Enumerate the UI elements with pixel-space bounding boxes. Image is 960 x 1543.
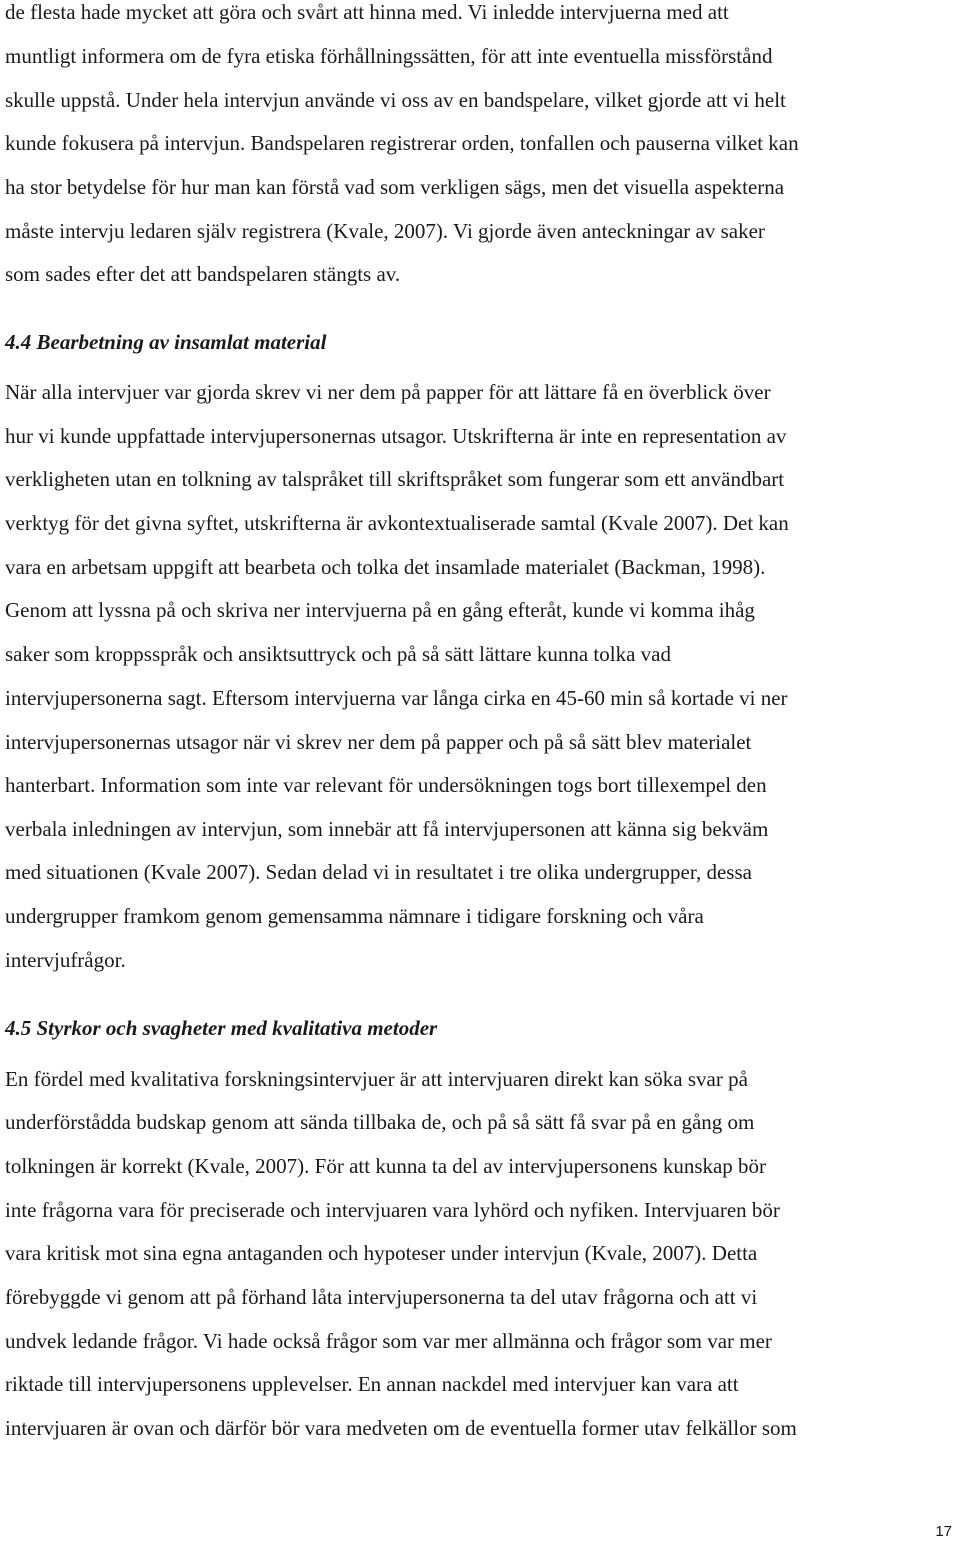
body-text-line: vara en arbetsam uppgift att bearbeta och tolka det insamlade materialet (Backman, 1998). (5, 555, 766, 579)
body-text-line: undvek ledande frågor. Vi hade också frågor som var mer allmänna och frågor som var mer (5, 1329, 772, 1353)
body-text-line: muntligt informera om de fyra etiska förhållningssätten, för att inte eventuella missförstånd (5, 44, 773, 68)
section-heading-4-4: 4.4 Bearbetning av insamlat material (5, 330, 327, 354)
body-text-line: verkligheten utan en tolkning av talspråket till skriftspråket som fungerar som ett användbart (5, 467, 785, 491)
body-text-line: riktade till intervjupersonens upplevelser. En annan nackdel med intervjuer kan vara att (5, 1372, 739, 1396)
body-text-line: tolkningen är korrekt (Kvale, 2007). För att kunna ta del av intervjupersonens kunskap bör (5, 1154, 767, 1178)
body-text-line: intervjuaren är ovan och därför bör vara medveten om de eventuella former utav felkällor som (5, 1416, 797, 1440)
body-text-line: En fördel med kvalitativa forskningsintervjuer är att intervjuaren direkt kan söka svar på (5, 1067, 748, 1091)
body-text-line: undergrupper framkom genom gemensamma nämnare i tidigare forskning och våra (5, 904, 704, 928)
section-heading-4-5: 4.5 Styrkor och svagheter med kvalitativa metoder (5, 1016, 438, 1040)
body-text-line: intervjufrågor. (5, 948, 126, 972)
body-text-line: de flesta hade mycket att göra och svårt att hinna med. Vi inledde intervjuerna med att (5, 0, 729, 24)
body-text-line: Genom att lyssna på och skriva ner intervjuerna på en gång efteråt, kunde vi komma ihåg (5, 598, 755, 622)
body-text-line: förebyggde vi genom att på förhand låta intervjupersonerna ta del utav frågorna och att vi (5, 1285, 758, 1309)
body-text-line: kunde fokusera på intervjun. Bandspelaren registrerar orden, tonfallen och pauserna vilket kan (5, 131, 799, 155)
body-text-line: underförstådda budskap genom att sända tillbaka de, och på så sätt få svar på en gång om (5, 1110, 755, 1134)
body-text-line: som sades efter det att bandspelaren stängts av. (5, 262, 401, 286)
body-text-line: intervjupersonernas utsagor när vi skrev ner dem på papper och på så sätt blev materialet (5, 730, 752, 754)
body-text-line: saker som kroppsspråk och ansiktsuttryck och på så sätt lättare kunna tolka vad (5, 642, 671, 666)
body-text-line: måste intervju ledaren själv registrera (Kvale, 2007). Vi gjorde även anteckningar av saker (5, 219, 765, 243)
body-text-line: skulle uppstå. Under hela intervjun använde vi oss av en bandspelare, vilket gjorde att vi helt (5, 88, 786, 112)
body-text-line: verbala inledningen av intervjun, som innebär att få intervjupersonen att känna sig bekväm (5, 817, 769, 841)
body-text-line: ha stor betydelse för hur man kan förstå vad som verkligen sägs, men det visuella aspekterna (5, 175, 785, 199)
body-text-line: vara kritisk mot sina egna antaganden och hypoteser under intervjun (Kvale, 2007). Detta (5, 1241, 758, 1265)
body-text-line: inte frågorna vara för preciserade och intervjuaren vara lyhörd och nyfiken. Intervjuaren bör (5, 1198, 780, 1222)
body-text-line: verktyg för det givna syftet, utskrifterna är avkontextualiserade samtal (Kvale 2007). Det kan (5, 511, 789, 535)
body-text-line: med situationen (Kvale 2007). Sedan delad vi in resultatet i tre olika undergrupper, dessa (5, 860, 752, 884)
body-text-line: hanterbart. Information som inte var relevant för undersökningen togs bort tillexempel den (5, 773, 767, 797)
body-text-line: När alla intervjuer var gjorda skrev vi ner dem på papper för att lättare få en överblick över (5, 380, 771, 404)
body-text-line: intervjupersonerna sagt. Eftersom intervjuerna var långa cirka en 45-60 min så kortade vi ner (5, 686, 788, 710)
body-text-line: hur vi kunde uppfattade intervjupersonernas utsagor. Utskrifterna är inte en representation av (5, 424, 787, 448)
page-number: 17 (935, 1523, 952, 1540)
